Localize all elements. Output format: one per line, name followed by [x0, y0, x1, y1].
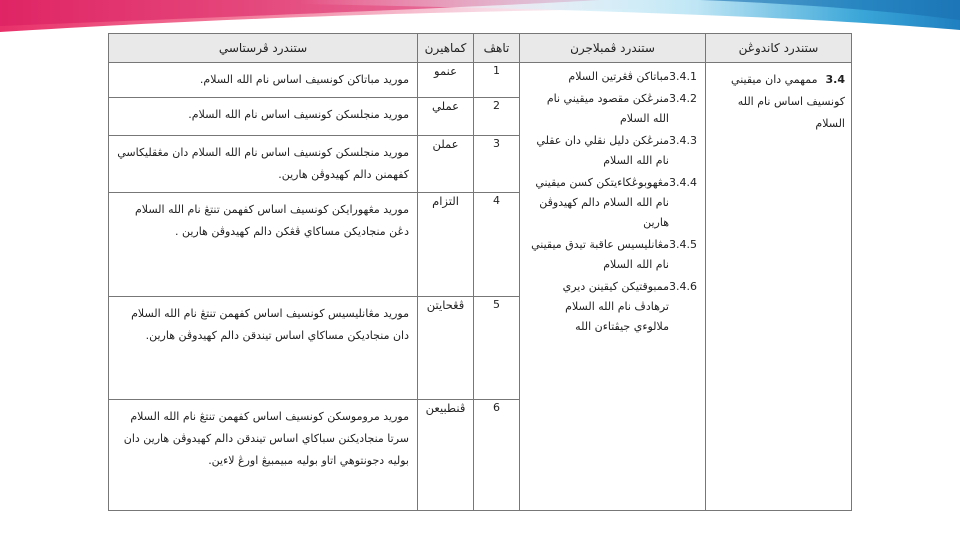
prestasi-cell: موريد مروموسکن کونسيف اساس کفهمن تنتڠ نام الله السلام سرتا منجاديکنن سباکاي اساس تيندقن دالم کهيدوڤن هارين دان بوليه دجونتوهي اتاو بوليه مبيمبيڠ اورڠ لاءين.: [109, 400, 418, 511]
prestasi-cell: موريد منجلسکن کونسيف اساس نام الله السلام دان مڠقليکاسي کفهمنن دالم کهيدوڤن هارين.: [109, 136, 418, 193]
table-row: [109, 63, 852, 98]
tahap-cell: 2: [474, 98, 520, 136]
prestasi-cell: موريد مڠهورايکن کونسيف اساس کفهمن تنتڠ نام الله السلام دڠن منجاديکن مساکاي ڤڠکن دالم کهيدوڤن هارين .: [109, 193, 418, 297]
tahap-cell: 4: [474, 193, 520, 297]
header-tahap: تاهڤ: [474, 34, 520, 63]
pembelajaran-number: 3.4.5: [669, 238, 697, 251]
pembelajaran-text: منرڠکن مقصود ميقيني نام الله السلام: [546, 92, 669, 125]
tahap-cell: 3: [474, 136, 520, 193]
kandungan-number: 3.4: [825, 73, 845, 86]
pembelajaran-number: 3.4.2: [669, 92, 697, 105]
decorative-ribbon: [0, 0, 960, 36]
tahap-cell: 1: [474, 63, 520, 98]
kemahiran-cell: عنمو: [418, 63, 474, 98]
kemahiran-cell: ڤنطبيعن: [418, 400, 474, 511]
kemahiran-cell: عملن: [418, 136, 474, 193]
header-standard-prestasi: ستندرد ڤرستاسي: [109, 34, 418, 63]
standard-kandungan-cell: [706, 63, 852, 511]
pembelajaran-number: 3.4.4: [669, 176, 697, 189]
tahap-cell: 6: [474, 400, 520, 511]
list-item: [526, 67, 699, 87]
header-kemahiran: کماهيرن: [418, 34, 474, 63]
pembelajaran-text: مباتاکن ڤڠرتين السلام: [568, 70, 669, 83]
prestasi-cell: موريد مڠانليسيس کونسيف اساس کفهمن تنتڠ نام الله السلام دان منجاديکن مساکاي اساس تيندقن دالم کهيدوڤن هارين.: [109, 297, 418, 400]
pembelajaran-text: ممبوقتيکن کيقينن ديري ترهادڤ نام الله السلام ملالوءي جيڤتاءن الله: [562, 280, 669, 333]
pembelajaran-number: 3.4.6: [669, 280, 697, 293]
kemahiran-cell: التزام: [418, 193, 474, 297]
standard-table: [108, 33, 852, 511]
header-standard-pembelajaran: ستندرد ڤمبلاجرن: [520, 34, 706, 63]
pembelajaran-number: 3.4.1: [669, 70, 697, 83]
kemahiran-cell: عملي: [418, 98, 474, 136]
kemahiran-cell: ڤڠحايتن: [418, 297, 474, 400]
kandungan-text: ممهمي دان ميقيني کونسيف اساس نام الله السلام: [731, 73, 845, 130]
list-item: [526, 277, 699, 337]
list-item: [526, 131, 699, 171]
list-item: [526, 235, 699, 275]
standard-pembelajaran-cell: [520, 63, 706, 511]
prestasi-cell: موريد منجلسکن کونسيف اساس نام الله السلام.: [109, 98, 418, 136]
pembelajaran-number: 3.4.3: [669, 134, 697, 147]
header-standard-kandungan: ستندرد کاندوڠن: [706, 34, 852, 63]
standard-table-sheet: [108, 33, 851, 504]
list-item: [526, 173, 699, 233]
tahap-cell: 5: [474, 297, 520, 400]
list-item: [526, 89, 699, 129]
pembelajaran-text: مڠانليسيس عاقبة تيدق ميقيني نام الله السلام: [531, 238, 669, 271]
prestasi-cell: موريد مباتاکن کونسيف اساس نام الله السلام.: [109, 63, 418, 98]
table-header-row: [109, 34, 852, 63]
pembelajaran-text: مڠهوبوڠکاءيتکن کسن ميقيني نام الله السلام دالم کهيدوڤن هارين: [535, 176, 669, 229]
pembelajaran-text: منرڠکن دليل نقلي دان عقلي نام الله السلام: [536, 134, 669, 167]
